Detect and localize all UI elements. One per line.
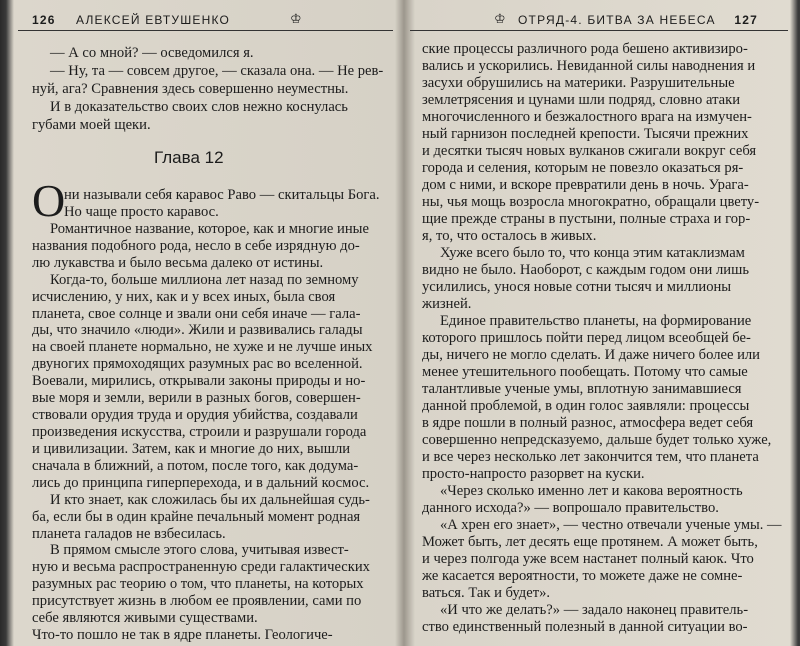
- text-line: вались и ускорились. Невиданной силы наводнения и: [422, 58, 756, 74]
- text-line: видно не было. Наоборот, с каждым годом они лишь: [422, 262, 749, 278]
- text-line: себе являются живыми существами.: [32, 610, 258, 627]
- text-line: землетрясения и цунами шли подряд, словно атаки: [422, 92, 741, 108]
- text-line: планета, свое солнце и звали они себя иначе — гала-: [32, 305, 361, 322]
- right-running-head-title: ОТРЯД-4. БИТВА ЗА НЕБЕСА: [518, 13, 716, 27]
- text-line: ство единственный полезный в данной ситуации во-: [422, 619, 748, 635]
- text-line: совершенно непредсказуемо, дальше будет только хуже,: [422, 432, 772, 448]
- text-line: многочисленного и безжалостного врага на измучен-: [422, 109, 752, 125]
- text-line: Воевали, мирились, открывали законы природы и но-: [32, 373, 366, 390]
- text-line: дом с ними, и вскоре превратили день в ночь. Урага-: [422, 177, 749, 193]
- text-line: И в доказательство своих слов нежно коснулась: [50, 99, 348, 115]
- text-line: ствовали орудия труда и орудия убийства, создавали: [32, 407, 358, 423]
- text-line: ваться. Так и будет».: [422, 585, 551, 601]
- text-line: лю лукавства и было весьма далеко от истины.: [32, 254, 324, 271]
- text-line: И кто знает, как сложилась бы их дальнейшая судь-: [50, 491, 370, 508]
- text-line: ба, если бы в один крайне печальный момент родная: [32, 508, 361, 525]
- text-line: усилились, унося новые сотни тысяч и миллионы: [422, 279, 732, 295]
- text-line: жизней.: [422, 296, 472, 312]
- text-line: и все через несколько лет закончится тем, что планета: [422, 449, 759, 465]
- right-running-header: [410, 10, 788, 31]
- text-line: Может быть, лет десять еще протянем. А может быть,: [422, 534, 758, 550]
- text-line: ни называли себя каравос Раво — скитальцы Бога.: [64, 187, 380, 203]
- text-line: вые моря и земли, верили в разных богов, совершен-: [32, 390, 361, 407]
- text-line: — А со мной? — осведомился я.: [50, 45, 254, 61]
- text-line: В прямом смысле этого слова, учитывая извест-: [50, 542, 349, 559]
- text-line: и десятки тысяч новых вулканов сжигали вокруг себя: [422, 143, 757, 159]
- text-line: которого пришлось пойти перед лицом всеобщей бе-: [422, 330, 751, 346]
- text-line: «Через сколько именно лет и какова вероятность: [440, 483, 743, 499]
- text-line: — Ну, та — совсем другое, — сказала она. — Не рев-: [50, 63, 384, 79]
- text-line: губами моей щеки.: [32, 117, 151, 133]
- chapter-title: Глава 12: [154, 148, 224, 167]
- text-line: же касается вероятности, то можете даже не сомне-: [422, 568, 743, 584]
- text-line: двуногих прямоходящих разумных рас во вселенной.: [32, 356, 363, 373]
- text-line: планета галадов не взбесилась.: [32, 525, 226, 542]
- text-line: на своей планете нормально, не хуже и не лучше иных: [32, 339, 373, 356]
- drop-cap: О: [32, 175, 66, 226]
- text-line: щие прежде страны в пустыни, полные страха и гор-: [422, 211, 751, 227]
- right-page: [410, 0, 788, 646]
- left-running-header: [18, 10, 393, 31]
- text-line: разумных рас теорию о том, что планеты, на которых: [32, 576, 364, 593]
- text-line: произведения искусства, строили и разрушали города: [32, 423, 367, 440]
- text-line: ны, чья мощь возросла многократно, обращали цвету-: [422, 194, 760, 210]
- text-line: ную и весьма распространенную среди галактических: [32, 559, 370, 576]
- text-line: данной проблемой, в один голос заявляли: процессы: [422, 398, 750, 414]
- text-line: «А хрен его знает», — честно отвечали ученые умы. —: [440, 517, 782, 533]
- text-line: нуй, ага? Сравнения здесь совершенно неуместны.: [32, 81, 349, 97]
- text-line: названия подобного рода, несло в себе изрядную до-: [32, 237, 360, 254]
- left-running-head-title: АЛЕКСЕЙ ЕВТУШЕНКО: [76, 13, 231, 27]
- text-line: засухи обрушились на материки. Разрушительные: [422, 75, 735, 91]
- text-line: Романтичное название, которое, как и многие иные: [50, 220, 369, 237]
- text-line: я, то, что осталось в живых.: [422, 228, 597, 244]
- text-line: и цивилизации. Затем, как и многие до них, вышли: [32, 440, 351, 457]
- text-line: «И что же делать?» — задало наконец правитель-: [440, 602, 749, 618]
- text-line: талантливые ученые умы, вплотную занимавшиеся: [422, 381, 742, 397]
- text-line: ный гарнизон последней крепости. Тысячи прежних: [422, 126, 749, 142]
- text-line: данного исхода?» — вопрошало правительство.: [422, 500, 719, 516]
- text-line: Когда-то, больше миллиона лет назад по земному: [50, 271, 359, 288]
- text-line: ские процессы различного рода бешено активизиро-: [422, 41, 748, 57]
- crown-ornament-icon: ♔: [290, 11, 303, 26]
- text-line: Что-то пошло не так в ядре планеты. Геологиче-: [32, 627, 333, 643]
- text-line: Хуже всего было то, что конца этим катаклизмам: [440, 245, 745, 261]
- text-line: менее утешительного пообещать. Потому что самые: [422, 364, 748, 380]
- text-line: исчислению, у них, как и у всех иных, была своя: [32, 288, 336, 305]
- crown-ornament-icon: ♔: [494, 11, 507, 26]
- text-line: в ядре пошли в полный разнос, атмосфера ведет себя: [422, 415, 754, 431]
- text-line: сначала в ближний, а потом, после того, как додума-: [32, 457, 359, 474]
- text-line: просто-напросто разорвет на куски.: [422, 466, 645, 482]
- right-page-number: 127: [734, 13, 758, 27]
- text-line: ды, ничего не могло сделать. И даже ничего более или: [422, 347, 760, 363]
- text-line: Но чаще просто каравос.: [64, 203, 219, 220]
- text-line: Единое правительство планеты, на формирование: [440, 313, 752, 329]
- text-line: присутствует жизнь в любом ее проявлении, сами по: [32, 593, 362, 610]
- left-page-number: 126: [32, 13, 56, 27]
- text-line: лись до принципа гиперперехода, и в дальний космос.: [32, 474, 370, 491]
- left-page: [18, 0, 393, 646]
- text-line: и через полгода уже всем настанет полный каюк. Что: [422, 551, 754, 567]
- text-line: города и селения, которым не повезло оказаться ря-: [422, 160, 744, 176]
- text-line: ды, что значило «люди». Жили и развивались галады: [32, 322, 363, 339]
